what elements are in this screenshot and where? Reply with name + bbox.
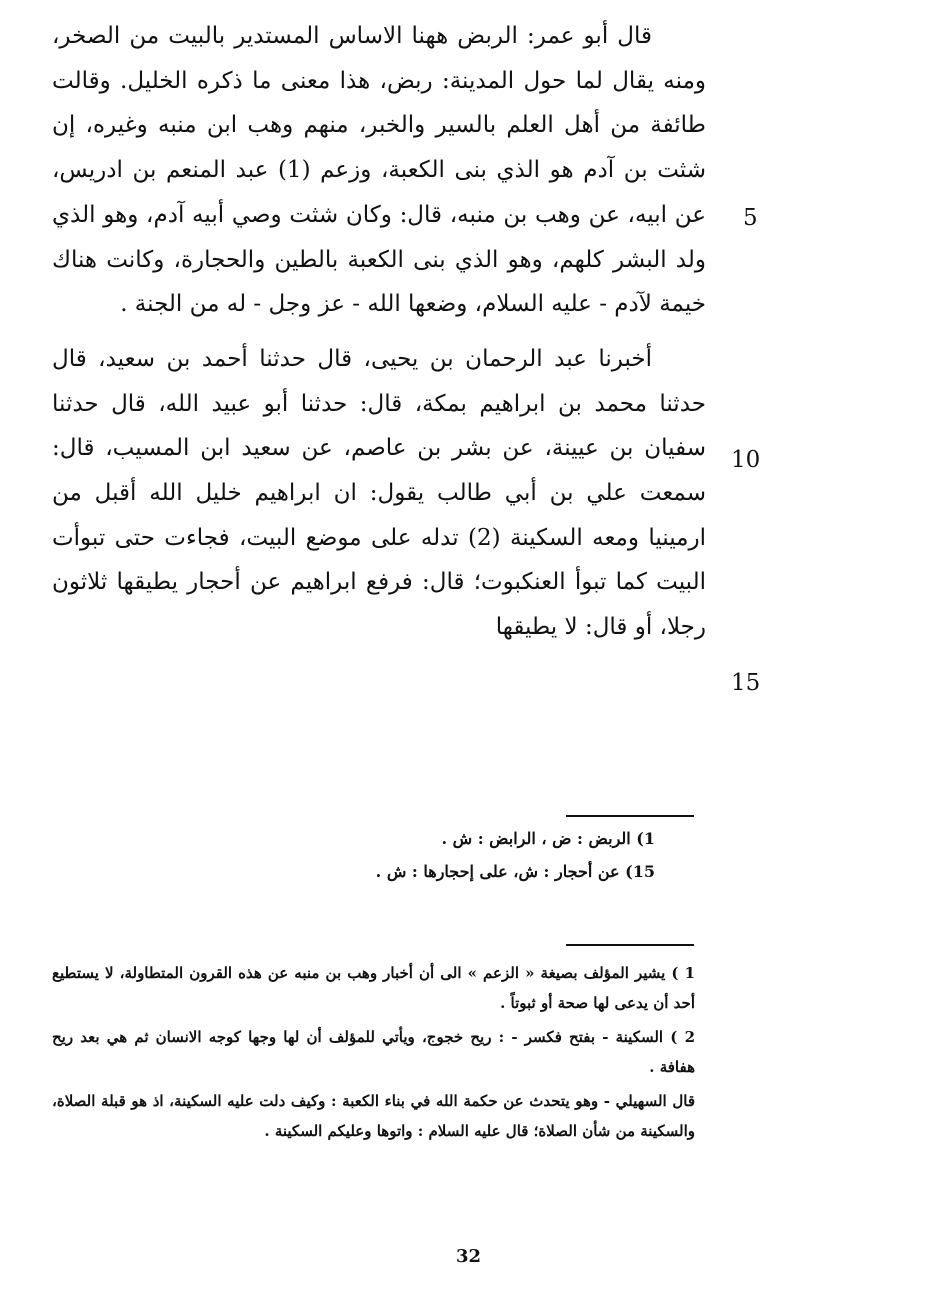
footnote-1: 1 ) يشير المؤلف بصيغة « الزعم » الى أن أخبار وهب بن منبه عن هذه القرون المتطاولة، لا يستطيع أحد أن يدعى لها صحة أو ثبوتاً . (52, 964, 695, 1012)
footnotes (52, 958, 695, 1146)
footnotes-divider (566, 944, 694, 946)
variant-note: 15) عن أحجار : ش، على إحجارها : ش . (375, 862, 655, 881)
footnote-2: 2 ) السكينة - بفتح فكسر - : ريح خجوج، ويأتي للمؤلف أن لها وجها كوجه الانسان ثم هي بعد ريح هفافة . (52, 1028, 695, 1076)
page-number: 32 (455, 1246, 482, 1267)
line-number-15: 15 (731, 670, 761, 696)
variant-note: 1) الربض : ض ، الرابض : ش . (441, 829, 655, 848)
paragraph-2: أخبرنا عبد الرحمان بن يحيى، قال حدثنا أحمد بن سعيد، قال حدثنا محمد بن ابراهيم بمكة، قال: حدثنا أبو عبيد الله، قال حدثنا سفيان بن عيينة، عن بشر بن عاصم، عن سعيد ابن المسيب، قال: سمعت علي بن أبي طالب يقول: ان ابراهيم خليل الله أقبل من ارمينيا ومعه السكينة (2) تدله على موضع البيت، فجاءت حتى تبوأت البيت كما تبوأ العنكبوت؛ قال: فرفع ابراهيم عن أحجار يطيقها ثلاثون رجلا، أو قال: لا يطيقها (52, 345, 706, 641)
variants-divider (566, 815, 694, 817)
footnote-3: قال السهيلي - وهو يتحدث عن حكمة الله في بناء الكعبة : وكيف دلت عليه السكينة، اذ هو قبلة الصلاة، والسكينة من شأن الصلاة؛ قال عليه السلام : واتوها وعليكم السكينة . (52, 1092, 695, 1140)
main-text-body (52, 14, 706, 650)
paragraph-1: قال أبو عمر: الربض ههنا الاساس المستدير بالبيت من الصخر، ومنه يقال لما حول المدينة: ربض، هذا معنى ما ذكره الخليل. وقالت طائفة من أهل العلم بالسير والخبر، منهم وهب ابن منبه وغيره، إن شثت بن آدم هو الذي بنى الكعبة، وزعم (1) عبد المنعم بن ادريس، عن ابيه، عن وهب بن منبه، قال: وكان شثت وصي أبيه آدم، وهو الذي ولد البشر كلهم، وهو الذي بنى الكعبة بالطين والحجارة، وكانت هناك خيمة لآدم - عليه السلام، وضعها الله - عز وجل - له من الجنة . (52, 23, 706, 318)
textual-variants (240, 822, 655, 888)
line-number-10: 10 (731, 447, 761, 473)
line-number-5: 5 (743, 205, 758, 231)
